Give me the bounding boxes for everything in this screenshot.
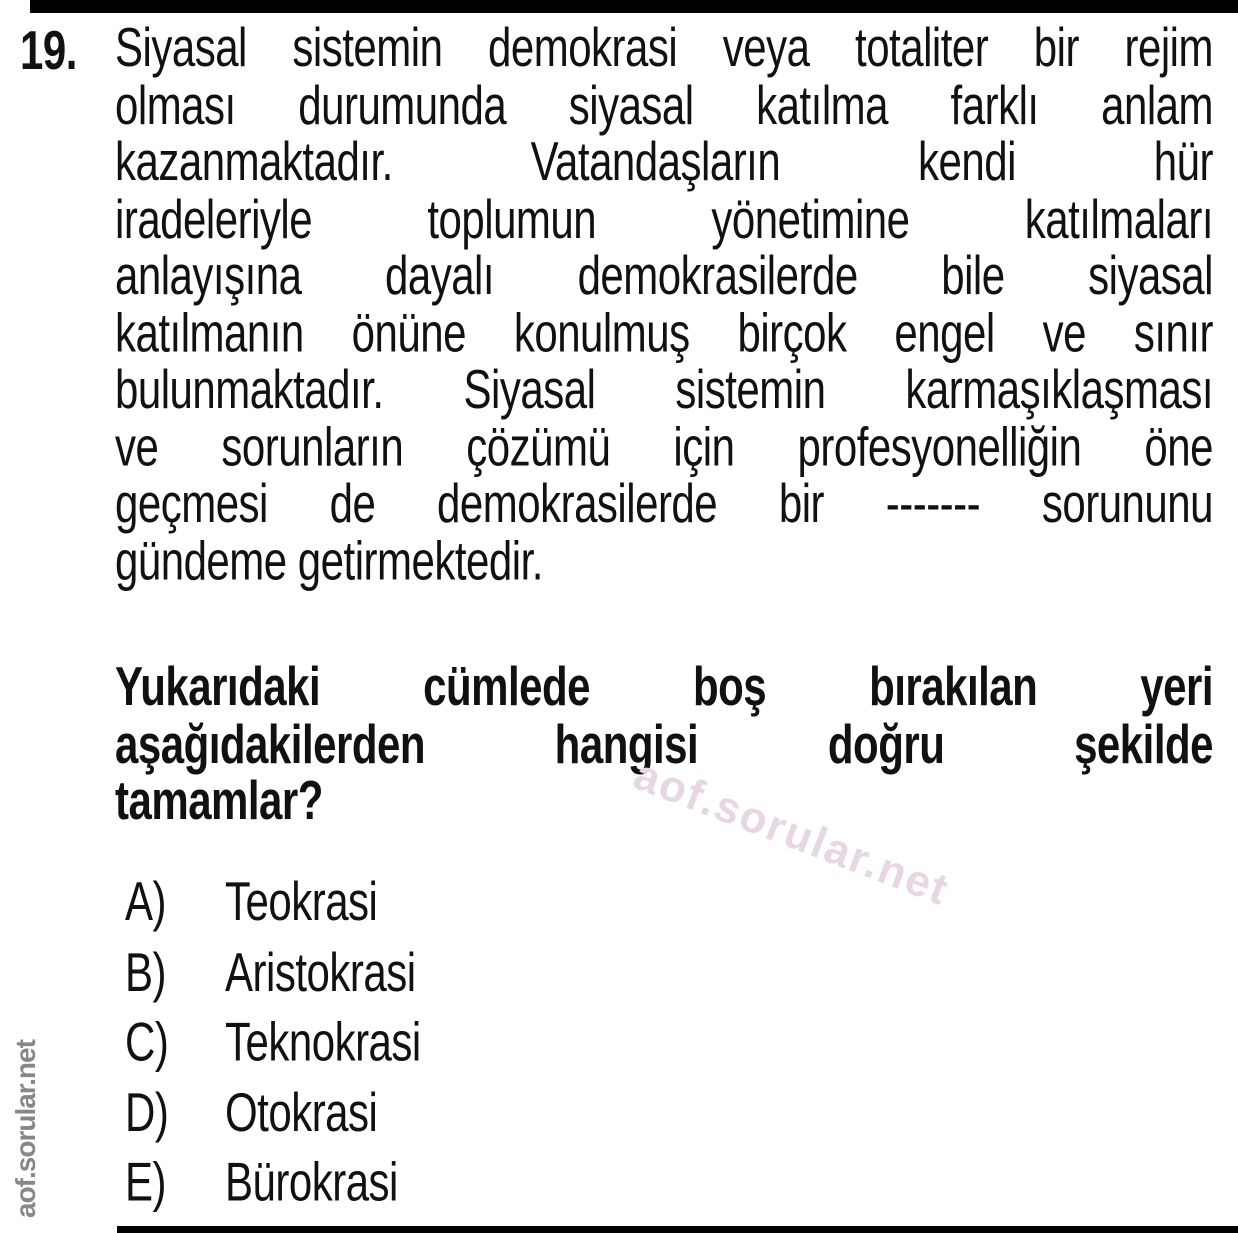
paragraph-line: anlayışına dayalı demokrasilerde bile siyasal (115, 244, 1213, 306)
answer-option-d (125, 1080, 1125, 1143)
paragraph-line: kazanmaktadır. Vatandaşların kendi hür (115, 130, 1213, 192)
stem-line: Yukarıdaki cümlede boş bırakılan yeri (115, 655, 1213, 717)
scan-edge-top-bar (30, 0, 1238, 13)
paragraph-line: olması durumunda siyasal katılma farklı anlam (115, 73, 1213, 135)
paragraph-line: gündeme getirmektedir. (115, 529, 543, 591)
scan-edge-bottom-bar (117, 1226, 1238, 1233)
paragraph-line: ve sorunların çözümü için profesyonelliğin öne (115, 415, 1213, 477)
stem-line: tamamlar? (115, 769, 323, 831)
question-stem (115, 655, 1213, 831)
option-text: Teokrasi (225, 870, 378, 932)
answer-option-e (125, 1150, 1125, 1213)
option-text: Bürokrasi (225, 1150, 398, 1213)
option-text: Teknokrasi (225, 1010, 421, 1073)
question-number: 19. (20, 19, 77, 81)
answer-option-c (125, 1010, 1125, 1073)
option-letter: C) (125, 1010, 169, 1073)
paragraph-line: bulunmaktadır. Siyasal sistemin karmaşıklaşması (115, 358, 1213, 420)
question-paragraph (115, 16, 1213, 591)
paragraph-line: geçmesi de demokrasilerde bir ------- sorununu (115, 472, 1213, 534)
watermark-side-vertical: aof.sorular.net (10, 1040, 41, 1218)
option-letter: A) (125, 870, 166, 932)
option-letter: D) (125, 1080, 169, 1143)
watermark-diagonal: aof.sorular.net (627, 750, 957, 916)
paragraph-line: iradeleriyle toplumun yönetimine katılmaları (115, 187, 1213, 249)
paragraph-line: katılmanın önüne konulmuş birçok engel ve sınır (115, 301, 1213, 363)
stem-line: aşağıdakilerden hangisi doğru şekilde (115, 712, 1213, 774)
option-letter: B) (125, 940, 166, 1003)
answer-option-a (125, 870, 1125, 932)
answer-option-b (125, 940, 1125, 1003)
answer-options (125, 870, 1125, 1223)
paragraph-line: Siyasal sistemin demokrasi veya totaliter bir rejim (115, 16, 1213, 78)
option-text: Otokrasi (225, 1080, 378, 1143)
option-letter: E) (125, 1150, 166, 1213)
option-text: Aristokrasi (225, 940, 416, 1003)
